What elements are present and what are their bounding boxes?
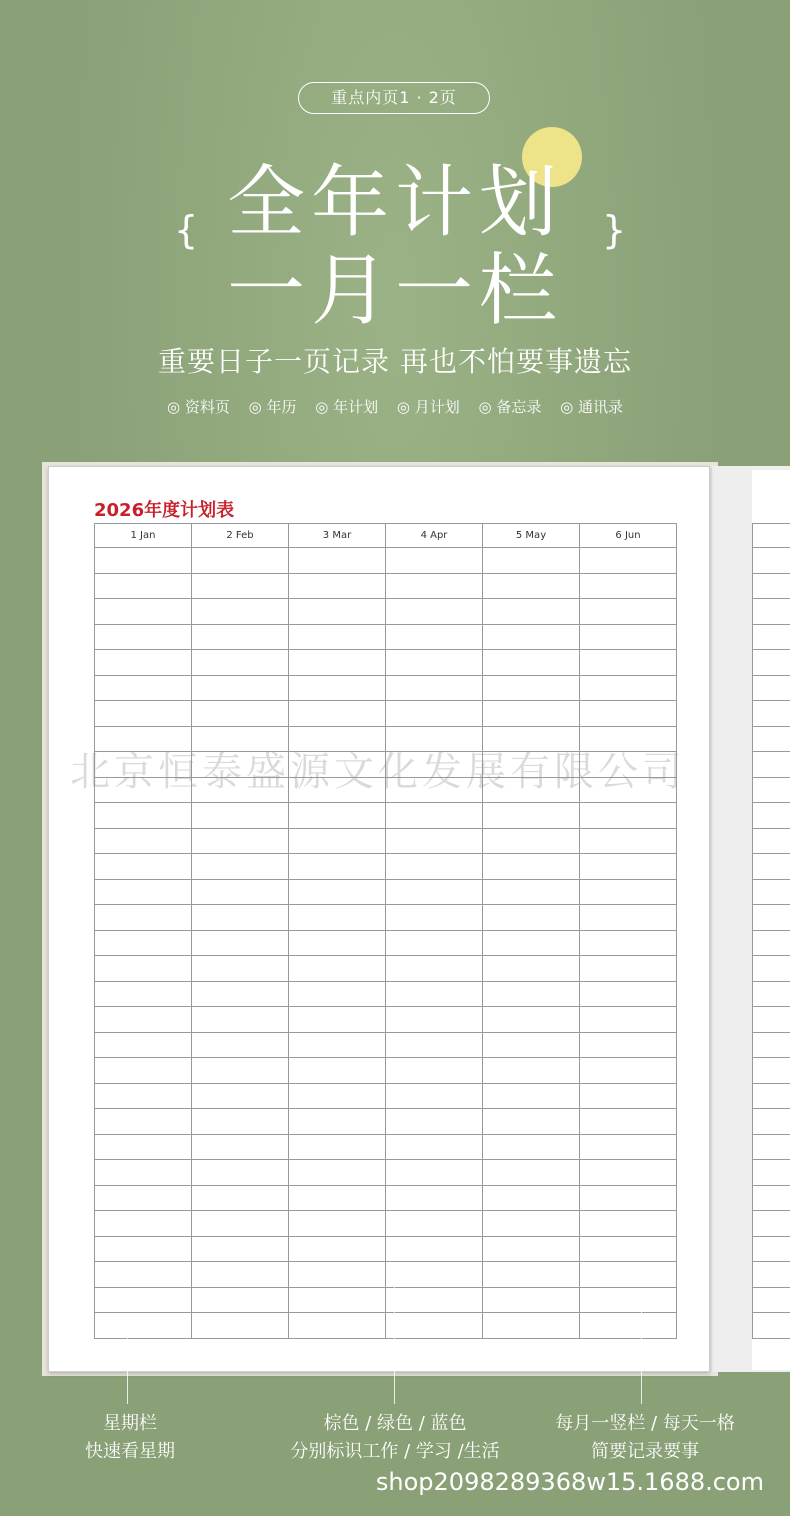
day-cell[interactable]	[483, 1058, 580, 1084]
day-cell[interactable]	[483, 1185, 580, 1211]
day-cell[interactable]	[483, 1236, 580, 1262]
day-cell[interactable]	[289, 981, 386, 1007]
day-cell[interactable]	[289, 1287, 386, 1313]
callout-text: 星期栏	[103, 1413, 157, 1434]
day-cell[interactable]	[289, 1058, 386, 1084]
day-cell[interactable]	[95, 599, 192, 625]
callout-line	[641, 1292, 642, 1404]
day-cell[interactable]	[580, 1007, 677, 1033]
day-cell[interactable]	[753, 1109, 790, 1135]
day-cell[interactable]	[580, 1160, 677, 1186]
day-cell[interactable]	[580, 1262, 677, 1288]
day-cell[interactable]	[289, 879, 386, 905]
day-cell[interactable]	[753, 1313, 790, 1339]
callout-monthly	[540, 1410, 750, 1466]
day-cell[interactable]	[483, 828, 580, 854]
day-cell[interactable]	[580, 1185, 677, 1211]
day-cell[interactable]	[483, 675, 580, 701]
day-cell[interactable]	[192, 1109, 289, 1135]
day-cell[interactable]	[483, 803, 580, 829]
day-cell[interactable]	[483, 1262, 580, 1288]
day-cell[interactable]	[753, 752, 790, 778]
day-cell[interactable]	[289, 854, 386, 880]
callout-line	[127, 1322, 128, 1404]
day-cell[interactable]	[580, 650, 677, 676]
day-cell[interactable]	[192, 1262, 289, 1288]
day-cell[interactable]	[753, 981, 790, 1007]
day-cell[interactable]	[386, 854, 483, 880]
day-cell[interactable]	[95, 854, 192, 880]
day-cell[interactable]	[753, 1007, 790, 1033]
day-cell[interactable]	[95, 1262, 192, 1288]
day-cell[interactable]	[192, 701, 289, 727]
day-cell[interactable]	[95, 1109, 192, 1135]
day-cell[interactable]	[192, 1134, 289, 1160]
day-cell[interactable]	[386, 1032, 483, 1058]
day-cell[interactable]	[753, 1262, 790, 1288]
shop-url: shop2098289368w15.1688.com	[375, 1468, 764, 1496]
day-cell[interactable]	[289, 1236, 386, 1262]
day-cell[interactable]	[753, 599, 790, 625]
month-header: 4 Apr	[386, 524, 483, 548]
day-cell[interactable]	[192, 1185, 289, 1211]
feature-list	[0, 396, 790, 417]
day-cell[interactable]	[386, 701, 483, 727]
day-cell[interactable]	[483, 1287, 580, 1313]
day-cell[interactable]	[192, 905, 289, 931]
day-cell[interactable]	[753, 930, 790, 956]
callout-text: 每月一竖栏 / 每天一格	[555, 1413, 735, 1434]
day-cell[interactable]	[580, 879, 677, 905]
day-cell[interactable]	[289, 701, 386, 727]
day-cell[interactable]	[95, 1160, 192, 1186]
day-cell[interactable]	[192, 1083, 289, 1109]
day-cell[interactable]	[289, 548, 386, 574]
day-cell[interactable]	[580, 981, 677, 1007]
callout-weekday	[60, 1410, 200, 1466]
day-cell[interactable]	[289, 905, 386, 931]
day-cell[interactable]	[753, 1083, 790, 1109]
day-cell[interactable]	[95, 1236, 192, 1262]
day-cell[interactable]	[753, 1287, 790, 1313]
day-cell[interactable]	[753, 1134, 790, 1160]
day-cell[interactable]	[95, 650, 192, 676]
watermark: 北京恒泰盛源文化发展有限公司	[70, 749, 686, 795]
day-cell[interactable]	[386, 1236, 483, 1262]
day-cell[interactable]	[192, 1287, 289, 1313]
day-cell[interactable]	[386, 905, 483, 931]
day-cell[interactable]	[386, 1262, 483, 1288]
day-cell[interactable]	[95, 675, 192, 701]
day-cell[interactable]	[483, 1007, 580, 1033]
day-cell[interactable]	[753, 573, 790, 599]
day-cell[interactable]	[289, 573, 386, 599]
day-cell[interactable]	[580, 803, 677, 829]
day-cell[interactable]	[386, 1109, 483, 1135]
day-cell[interactable]	[192, 1058, 289, 1084]
day-cell[interactable]	[192, 1313, 289, 1339]
day-cell[interactable]	[483, 1083, 580, 1109]
day-cell[interactable]	[192, 1236, 289, 1262]
feature-item: ◎ 年历	[248, 398, 297, 416]
title-line-1: 全年计划	[226, 158, 563, 248]
day-cell[interactable]	[386, 956, 483, 982]
day-cell[interactable]	[386, 650, 483, 676]
day-cell[interactable]	[753, 624, 790, 650]
day-cell[interactable]	[95, 548, 192, 574]
day-cell[interactable]	[753, 777, 790, 803]
day-cell[interactable]	[386, 1185, 483, 1211]
day-cell[interactable]	[753, 1032, 790, 1058]
day-cell[interactable]	[95, 879, 192, 905]
day-cell[interactable]	[289, 956, 386, 982]
day-cell[interactable]	[483, 981, 580, 1007]
day-cell[interactable]	[289, 1262, 386, 1288]
day-cell[interactable]	[386, 1211, 483, 1237]
day-cell[interactable]	[386, 599, 483, 625]
day-cell[interactable]	[386, 803, 483, 829]
day-cell[interactable]	[95, 1058, 192, 1084]
day-cell[interactable]	[95, 956, 192, 982]
day-cell[interactable]	[95, 1287, 192, 1313]
day-cell[interactable]	[192, 624, 289, 650]
day-cell[interactable]	[483, 854, 580, 880]
feature-item: ◎ 月计划	[396, 398, 460, 416]
feature-item: ◎ 备忘录	[478, 398, 542, 416]
brace-right: }	[602, 208, 627, 252]
day-cell[interactable]	[580, 675, 677, 701]
day-cell[interactable]	[386, 1160, 483, 1186]
day-cell[interactable]	[386, 1134, 483, 1160]
day-cell[interactable]	[580, 701, 677, 727]
day-cell[interactable]	[753, 1185, 790, 1211]
day-cell[interactable]	[192, 956, 289, 982]
subtitle: 重要日子一页记录 再也不怕要事遗忘	[158, 345, 632, 378]
day-cell[interactable]	[580, 956, 677, 982]
day-cell[interactable]	[192, 1032, 289, 1058]
day-cell[interactable]	[289, 1211, 386, 1237]
day-cell[interactable]	[192, 1007, 289, 1033]
day-cell[interactable]	[483, 905, 580, 931]
day-cell[interactable]	[386, 1083, 483, 1109]
day-cell[interactable]	[95, 828, 192, 854]
day-cell[interactable]	[289, 803, 386, 829]
day-cell[interactable]	[753, 548, 790, 574]
day-cell[interactable]	[95, 1211, 192, 1237]
day-cell[interactable]	[580, 1109, 677, 1135]
day-cell[interactable]	[95, 701, 192, 727]
month-header: 3 Mar	[289, 524, 386, 548]
day-cell[interactable]	[753, 803, 790, 829]
day-cell[interactable]	[192, 650, 289, 676]
day-cell[interactable]	[580, 1032, 677, 1058]
callout-text: 分别标识工作 / 学习 /生活	[290, 1441, 500, 1462]
day-cell[interactable]	[95, 930, 192, 956]
day-cell[interactable]	[289, 1185, 386, 1211]
day-cell[interactable]	[483, 1160, 580, 1186]
day-cell[interactable]	[95, 981, 192, 1007]
day-cell[interactable]	[95, 1032, 192, 1058]
feature-item: ◎ 资料页	[166, 398, 230, 416]
day-cell[interactable]	[753, 1058, 790, 1084]
day-cell[interactable]	[192, 573, 289, 599]
day-cell[interactable]	[483, 930, 580, 956]
callout-text: 简要记录要事	[591, 1441, 699, 1462]
day-cell[interactable]	[95, 1313, 192, 1339]
day-cell[interactable]	[192, 548, 289, 574]
brace-left: {	[174, 208, 199, 252]
day-cell[interactable]	[95, 803, 192, 829]
pages-badge: 重点内页1 · 2页	[298, 82, 490, 114]
day-cell[interactable]	[95, 573, 192, 599]
day-cell[interactable]	[289, 599, 386, 625]
day-cell[interactable]	[483, 1313, 580, 1339]
day-cell[interactable]	[483, 650, 580, 676]
day-cell[interactable]	[580, 624, 677, 650]
day-cell[interactable]	[289, 1007, 386, 1033]
day-cell[interactable]	[580, 599, 677, 625]
day-cell[interactable]	[289, 828, 386, 854]
day-cell[interactable]	[483, 548, 580, 574]
day-cell[interactable]	[753, 828, 790, 854]
day-cell[interactable]	[192, 599, 289, 625]
day-cell[interactable]	[753, 879, 790, 905]
day-cell[interactable]	[386, 879, 483, 905]
callout-colors	[270, 1410, 520, 1466]
feature-item: ◎ 年计划	[315, 398, 379, 416]
day-cell[interactable]	[753, 675, 790, 701]
day-cell[interactable]	[95, 624, 192, 650]
day-cell[interactable]	[95, 1007, 192, 1033]
day-cell[interactable]	[289, 1160, 386, 1186]
feature-item: ◎ 通讯录	[560, 398, 624, 416]
month-header: 2 Feb	[192, 524, 289, 548]
day-cell[interactable]	[753, 956, 790, 982]
day-cell[interactable]	[192, 1211, 289, 1237]
day-cell[interactable]	[753, 701, 790, 727]
day-cell[interactable]	[580, 1287, 677, 1313]
day-cell[interactable]	[580, 828, 677, 854]
day-cell[interactable]	[580, 573, 677, 599]
day-cell[interactable]	[580, 1058, 677, 1084]
day-cell[interactable]	[580, 548, 677, 574]
day-cell[interactable]	[95, 905, 192, 931]
day-cell[interactable]	[580, 1211, 677, 1237]
day-cell[interactable]	[192, 981, 289, 1007]
day-cell[interactable]	[753, 650, 790, 676]
day-cell[interactable]	[483, 1032, 580, 1058]
day-cell[interactable]	[192, 828, 289, 854]
day-cell[interactable]	[580, 1236, 677, 1262]
day-cell[interactable]	[289, 675, 386, 701]
callout-text: 棕色 / 绿色 / 蓝色	[323, 1413, 467, 1434]
day-cell[interactable]	[289, 1134, 386, 1160]
month-header: 5 May	[483, 524, 580, 548]
day-cell[interactable]	[753, 1211, 790, 1237]
day-cell[interactable]	[483, 1211, 580, 1237]
day-cell[interactable]	[289, 1032, 386, 1058]
day-cell[interactable]	[192, 1160, 289, 1186]
day-cell[interactable]	[386, 930, 483, 956]
month-header: 6 Jun	[580, 524, 677, 548]
day-cell[interactable]	[289, 1109, 386, 1135]
day-cell[interactable]	[289, 1083, 386, 1109]
day-cell[interactable]	[386, 1287, 483, 1313]
day-cell[interactable]	[95, 1185, 192, 1211]
day-cell[interactable]	[580, 930, 677, 956]
day-cell[interactable]	[580, 1134, 677, 1160]
day-cell[interactable]	[753, 1160, 790, 1186]
day-cell[interactable]	[386, 1007, 483, 1033]
day-cell[interactable]	[289, 650, 386, 676]
day-cell[interactable]	[753, 854, 790, 880]
day-cell[interactable]	[483, 624, 580, 650]
day-cell[interactable]	[483, 701, 580, 727]
day-cell[interactable]	[580, 1083, 677, 1109]
day-cell[interactable]	[95, 1083, 192, 1109]
day-cell[interactable]	[192, 675, 289, 701]
day-cell[interactable]	[289, 624, 386, 650]
day-cell[interactable]	[483, 956, 580, 982]
callout-line	[394, 1262, 395, 1404]
day-cell[interactable]	[192, 803, 289, 829]
day-cell[interactable]	[386, 981, 483, 1007]
day-cell[interactable]	[483, 1109, 580, 1135]
day-cell[interactable]	[386, 624, 483, 650]
day-cell[interactable]	[483, 573, 580, 599]
day-cell[interactable]	[580, 1313, 677, 1339]
callout-text: 快速看星期	[85, 1441, 175, 1462]
day-cell[interactable]	[753, 1236, 790, 1262]
day-cell[interactable]	[192, 854, 289, 880]
day-cell[interactable]	[386, 1313, 483, 1339]
day-cell[interactable]	[580, 905, 677, 931]
day-cell[interactable]	[386, 675, 483, 701]
day-cell[interactable]	[95, 1134, 192, 1160]
day-cell[interactable]	[386, 573, 483, 599]
day-cell[interactable]	[386, 548, 483, 574]
year-plan-table	[94, 523, 677, 1339]
day-cell[interactable]	[386, 828, 483, 854]
day-cell[interactable]	[483, 879, 580, 905]
day-cell[interactable]	[483, 1134, 580, 1160]
month-header: 1 Jan	[95, 524, 192, 548]
day-cell[interactable]	[192, 930, 289, 956]
month-header	[753, 524, 790, 548]
day-cell[interactable]	[386, 1058, 483, 1084]
day-cell[interactable]	[192, 879, 289, 905]
day-cell[interactable]	[289, 930, 386, 956]
next-page-table	[752, 523, 790, 1339]
day-cell[interactable]	[580, 854, 677, 880]
title-line-2: 一月一栏	[226, 246, 563, 336]
day-cell[interactable]	[483, 599, 580, 625]
planner-title: 2026年度计划表	[94, 500, 235, 521]
day-cell[interactable]	[753, 726, 790, 752]
day-cell[interactable]	[753, 905, 790, 931]
day-cell[interactable]	[289, 1313, 386, 1339]
